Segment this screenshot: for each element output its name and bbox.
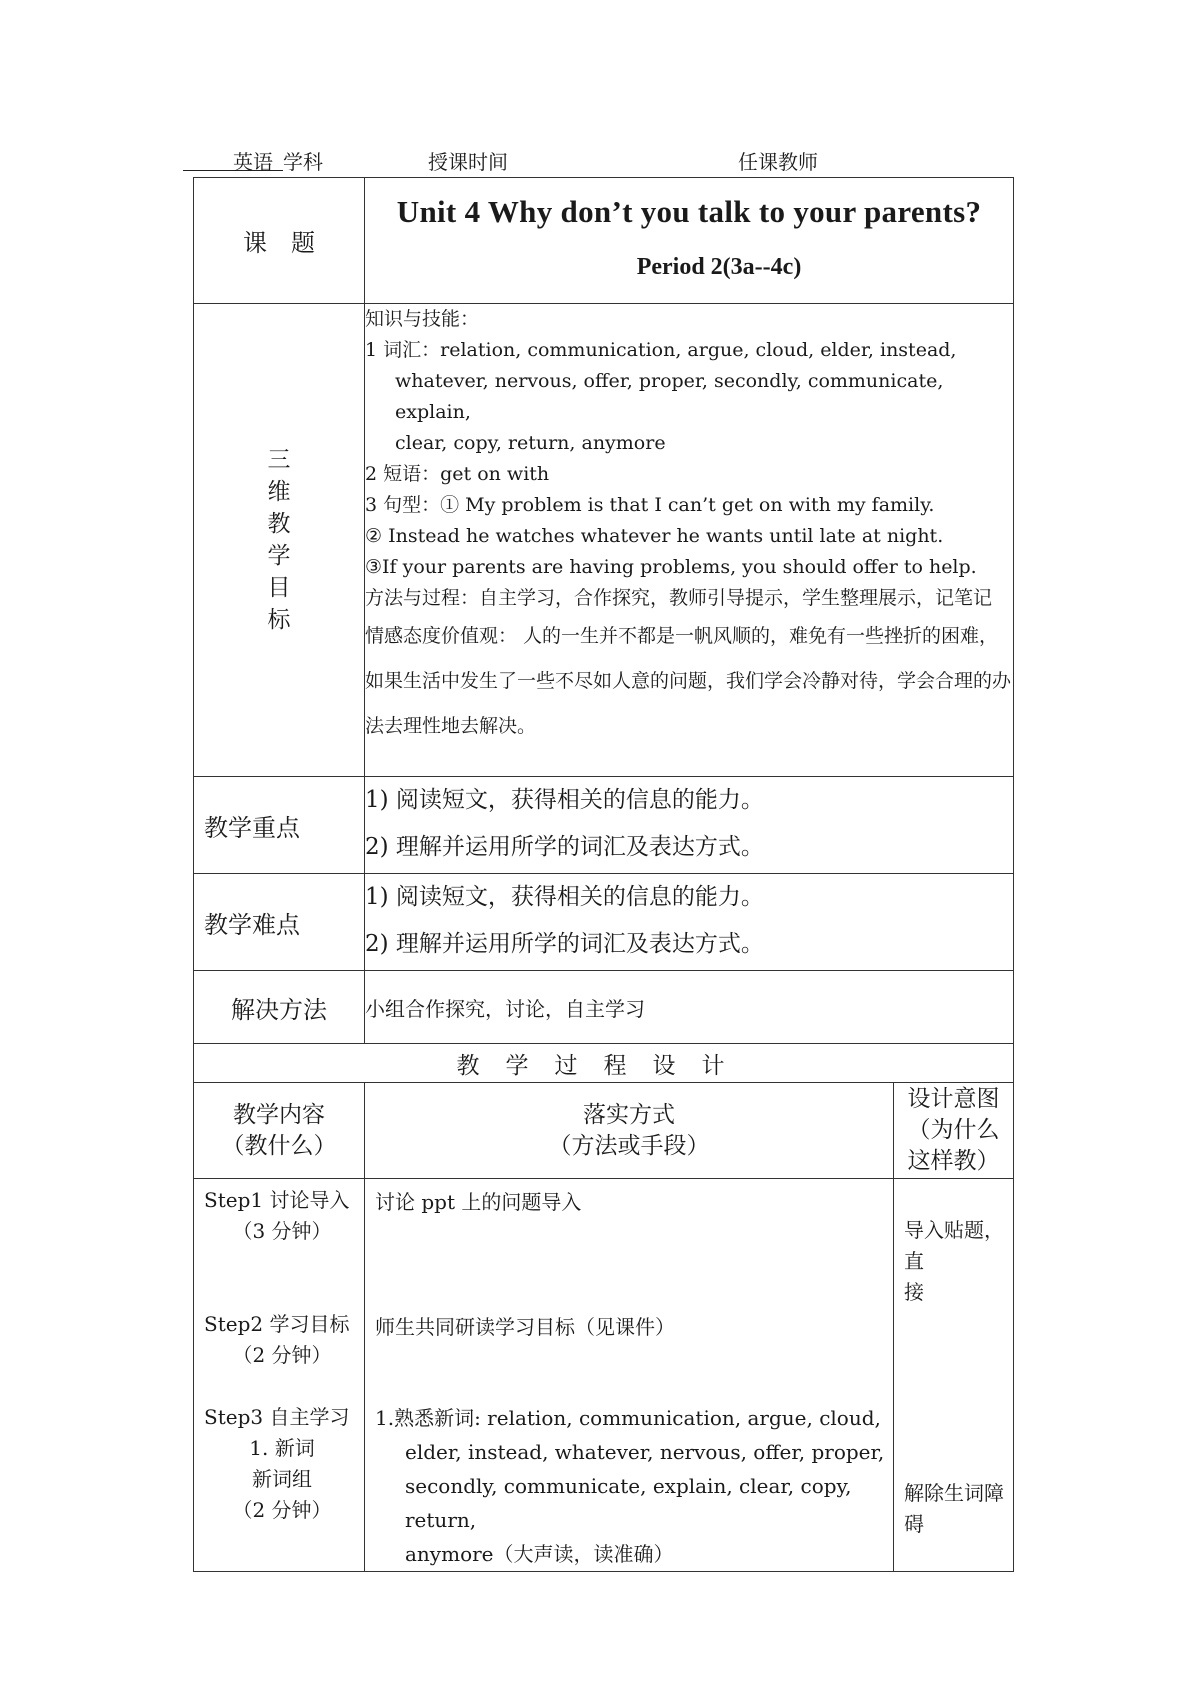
step1-duration: （3 分钟） [232,1219,332,1243]
step3-sub: 1. 新词 [249,1436,315,1460]
label-char: 三 [267,447,291,473]
key-points-content [365,777,1014,874]
objectives-label [194,304,365,777]
step1-purpose: 接 [904,1280,924,1304]
objectives-row [194,304,1014,777]
page-header [183,146,1013,176]
step2-title: Step2 学习目标 [204,1312,350,1336]
difficulty-item: 1) 阅读短文，获得相关的信息的能力。 [365,884,764,910]
step2-duration: （2 分钟） [232,1343,332,1367]
label-char: 目 [267,575,291,601]
sentence-line: ② Instead he watches whatever he wants until late at night. [365,525,944,547]
header-line: 落实方式 [583,1101,675,1128]
sentence-line: ③If your parents are having problems, you should offer to help. [365,556,977,578]
difficulties-content [365,874,1014,971]
vocab-line: clear, copy, return, anymore [395,432,666,454]
step3-sub: 新词组 [252,1467,312,1491]
step3-method-line: anymore（大声读，读准确） [405,1542,674,1566]
key-points-row [194,777,1014,874]
difficulty-item: 2) 理解并运用所学的词汇及表达方式。 [365,931,764,957]
attitude-values-line: 情感态度价值观： 人的一生并不都是一帆风顺的，难免有一些挫折的困难，如果生活中发生了一些不尽如人意的问题，我们学会冷静对待，学会合理的办法去理性地去解决。 [365,625,1012,737]
difficulties-label: 教学难点 [194,874,365,971]
step2-method: 师生共同研读学习目标（见课件） [375,1315,675,1339]
lesson-plan-table [193,177,1014,1572]
header-line: （为什么 [907,1117,1000,1143]
subject-field[interactable] [183,146,283,174]
solution-row [194,971,1014,1044]
steps-purpose-cell [894,1179,1014,1572]
purpose-header [894,1083,1014,1179]
knowledge-heading: 知识与技能： [365,308,480,330]
step3-title: Step3 自主学习 [204,1405,350,1429]
topic-cell [365,178,1014,304]
method-process-line: 方法与过程：自主学习，合作探究，教师引导提示，学生整理展示，记笔记 [365,587,993,609]
step3-method-line: elder, instead, whatever, nervous, offer, proper, [405,1440,885,1464]
label-char: 标 [267,607,291,633]
process-header-row [194,1083,1014,1179]
process-title: 教学过程设计 [194,1044,1014,1083]
step3-method-line: 1.熟悉新词: relation, communication, argue, cloud, [375,1406,881,1430]
steps-method-cell [365,1179,894,1572]
solution-label: 解决方法 [194,971,365,1044]
difficulties-row [194,874,1014,971]
steps-content-cell [194,1179,365,1572]
topic-row [194,178,1014,304]
subject-suffix: 学科 [283,150,323,174]
label-char: 学 [267,543,291,569]
header-line: 这样教） [907,1148,1000,1174]
step1-title: Step1 讨论导入 [204,1188,350,1212]
step1-purpose: 导入贴题，直 [904,1218,1004,1273]
header-line: 设计意图 [907,1086,1000,1112]
phrase-line: 2 短语：get on with [365,463,550,485]
method-header [365,1083,894,1179]
sentence-line: 3 句型：① My problem is that I can’t get on with my family. [365,494,935,516]
vocab-line: 1 词汇：relation, communication, argue, cloud, elder, instead, [365,339,957,361]
step3-purpose: 碍 [904,1512,924,1536]
header-line: （教什么） [221,1132,337,1159]
step3-duration: （2 分钟） [232,1498,332,1522]
step3-purpose: 解除生词障 [904,1481,1004,1505]
key-point-item: 2) 理解并运用所学的词汇及表达方式。 [365,834,764,860]
objectives-content [365,304,1014,777]
time-label: 授课时间 [428,150,508,174]
step1-method: 讨论 ppt 上的问题导入 [375,1190,582,1214]
key-point-item: 1) 阅读短文，获得相关的信息的能力。 [365,787,764,813]
key-points-label: 教学重点 [194,777,365,874]
header-line: 教学内容 [233,1101,325,1128]
subject-value: 英语 [233,150,273,174]
process-title-row [194,1044,1014,1083]
topic-label: 课 题 [194,178,365,304]
label-char: 维 [267,479,291,505]
header-line: （方法或手段） [548,1132,710,1159]
step3-method-line: secondly, communicate, explain, clear, copy, return, [405,1474,852,1532]
unit-title: Unit 4 Why don’t you talk to your parents? [396,194,982,229]
label-char: 教 [267,511,291,537]
content-header [194,1083,365,1179]
teacher-label: 任课教师 [738,150,818,174]
steps-row [194,1179,1014,1572]
vocab-line: whatever, nervous, offer, proper, secondly, communicate, explain, [395,370,944,423]
period-title: Period 2(3a--4c) [636,254,802,280]
solution-text: 小组合作探究，讨论，自主学习 [365,971,1014,1044]
